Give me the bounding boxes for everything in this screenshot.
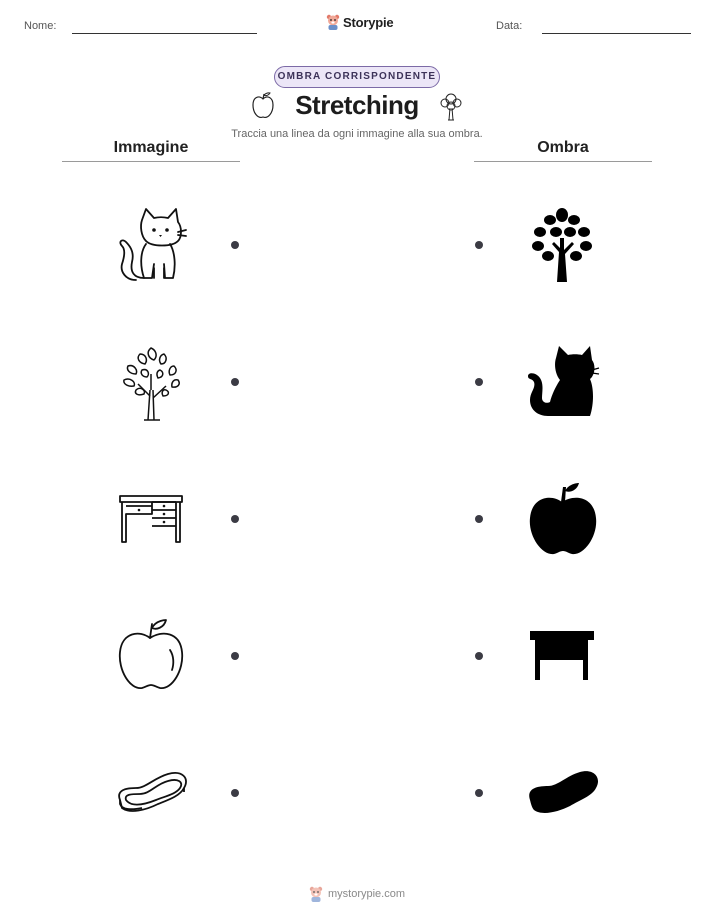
date-line[interactable] <box>542 33 691 34</box>
tree-outline-image <box>118 344 184 422</box>
brand-logo <box>326 14 393 30</box>
right-dot-4[interactable] <box>475 652 483 660</box>
cat-outline-image <box>112 206 188 284</box>
right-dot-3[interactable] <box>475 515 483 523</box>
resistance-band-outline-image <box>114 768 190 818</box>
name-label: Nome: <box>24 20 57 32</box>
right-dot-1[interactable] <box>475 241 483 249</box>
brand-name: Storypie <box>343 14 394 30</box>
left-dot-5[interactable] <box>231 789 239 797</box>
desk-silhouette-image <box>528 628 596 682</box>
right-dot-5[interactable] <box>475 789 483 797</box>
footer <box>0 886 714 902</box>
instructions: Traccia una linea da ogni immagine alla sua ombra. <box>231 128 483 140</box>
bear-mascot-icon <box>326 14 340 30</box>
resistance-band-silhouette-image <box>526 768 600 818</box>
apple-outline-image <box>116 618 186 692</box>
name-line[interactable] <box>72 33 257 34</box>
apple-silhouette-image <box>528 482 598 556</box>
tree-silhouette-image <box>530 206 594 284</box>
column-heading-image: Immagine <box>113 139 189 156</box>
left-dot-2[interactable] <box>231 378 239 386</box>
cat-silhouette-image <box>526 342 600 420</box>
left-dot-1[interactable] <box>231 241 239 249</box>
tree-icon <box>438 90 464 122</box>
column-rule-image <box>62 161 240 162</box>
column-rule-shadow <box>474 161 652 162</box>
bear-mascot-icon <box>309 886 323 902</box>
column-heading-shadow: Ombra <box>537 139 589 156</box>
date-label: Data: <box>496 20 523 32</box>
right-dot-2[interactable] <box>475 378 483 386</box>
footer-website[interactable]: mystorypie.com <box>327 888 406 900</box>
activity-badge: OMBRA CORRISPONDENTE <box>274 66 440 88</box>
left-dot-4[interactable] <box>231 652 239 660</box>
desk-outline-image <box>118 492 184 546</box>
apple-icon <box>250 90 276 122</box>
left-dot-3[interactable] <box>231 515 239 523</box>
worksheet-title: Stretching <box>295 90 419 120</box>
